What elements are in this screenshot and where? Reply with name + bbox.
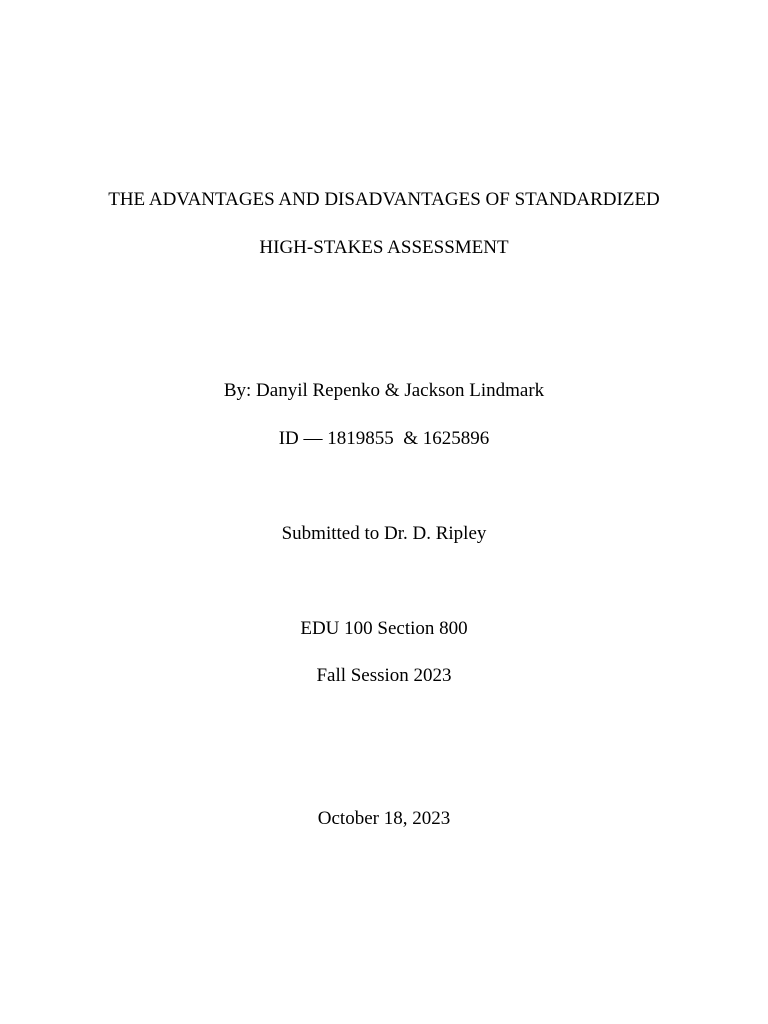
title-line-2: HIGH-STAKES ASSESSMENT: [259, 237, 509, 258]
session: Fall Session 2023: [316, 665, 452, 686]
title-line-1: THE ADVANTAGES AND DISADVANTAGES OF STANDARDIZED: [108, 189, 660, 210]
submitted-to: Submitted to Dr. D. Ripley: [281, 523, 487, 544]
authors: By: Danyil Repenko & Jackson Lindmark: [223, 380, 545, 401]
course: EDU 100 Section 800: [300, 618, 468, 639]
student-ids: ID — 1819855 & 1625896: [278, 428, 490, 449]
date: October 18, 2023: [317, 808, 451, 829]
